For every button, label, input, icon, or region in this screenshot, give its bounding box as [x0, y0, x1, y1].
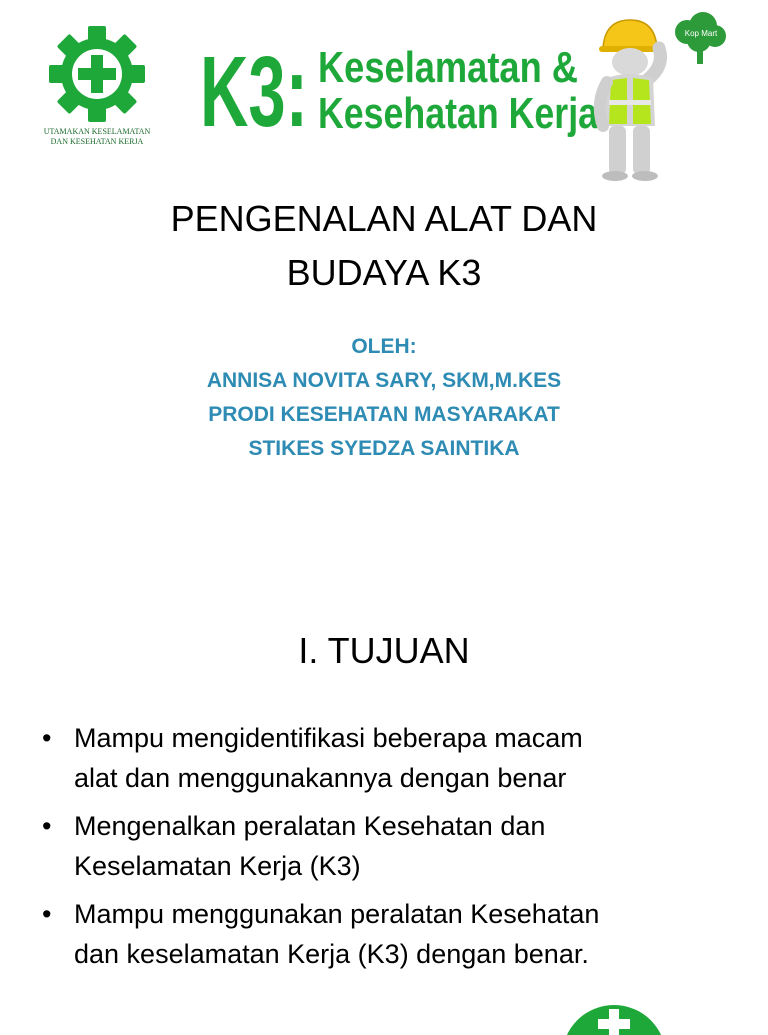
page-title: [84, 192, 684, 300]
bullet-1-line-2: alat dan menggunakannya dengan benar: [74, 763, 567, 793]
gear-logo-caption-1: UTAMAKAN KESELAMATAN: [43, 127, 151, 136]
author-name: ANNISA NOVITA SARY, SKM,M.KES: [206, 369, 562, 392]
bullet-2-line-1: Mengenalkan peralatan Kesehatan dan: [74, 811, 546, 841]
author-institution: STIKES SYEDZA SAINTIKA: [248, 437, 520, 460]
title-line-2: BUDAYA K3: [286, 252, 482, 293]
bullet-icon: •: [42, 723, 52, 753]
section-title: I. TUJUAN: [298, 630, 470, 671]
author-program: PRODI KESEHATAN MASYARAKAT: [208, 403, 560, 426]
k3-gear-cross-icon: [570, 995, 720, 1035]
bullet-2-line-2: Keselamatan Kerja (K3): [74, 851, 361, 881]
author-block: [84, 330, 684, 466]
list-item: [30, 894, 730, 974]
title-line-1: PENGENALAN ALAT DAN: [170, 198, 598, 239]
author-by-label: OLEH:: [351, 335, 417, 358]
k3-line1: Keselamatan &: [318, 43, 578, 92]
bullet-3-line-1: Mampu menggunakan peralatan Kesehatan: [74, 899, 600, 929]
tree-logo-icon: [665, 10, 735, 70]
k3-label: K3:: [200, 36, 308, 148]
bullet-3-line-2: dan keselamatan Kerja (K3) dengan benar.: [74, 939, 589, 969]
list-item: [30, 806, 730, 886]
bullet-icon: •: [42, 811, 52, 841]
kopmart-text: Kop Mart: [684, 29, 718, 38]
objectives-list: [30, 718, 730, 982]
k3-heading-logo: [200, 36, 600, 148]
k3-gear-cross-icon: [22, 22, 172, 152]
list-item: [30, 718, 730, 798]
bullet-icon: •: [42, 899, 52, 929]
bullet-1-line-1: Mampu mengidentifikasi beberapa macam: [74, 723, 583, 753]
gear-logo-caption-2: DAN KESEHATAN KERJA: [50, 137, 144, 146]
k3-banner: [0, 0, 768, 185]
k3-line2: Kesehatan Kerja: [318, 89, 599, 138]
